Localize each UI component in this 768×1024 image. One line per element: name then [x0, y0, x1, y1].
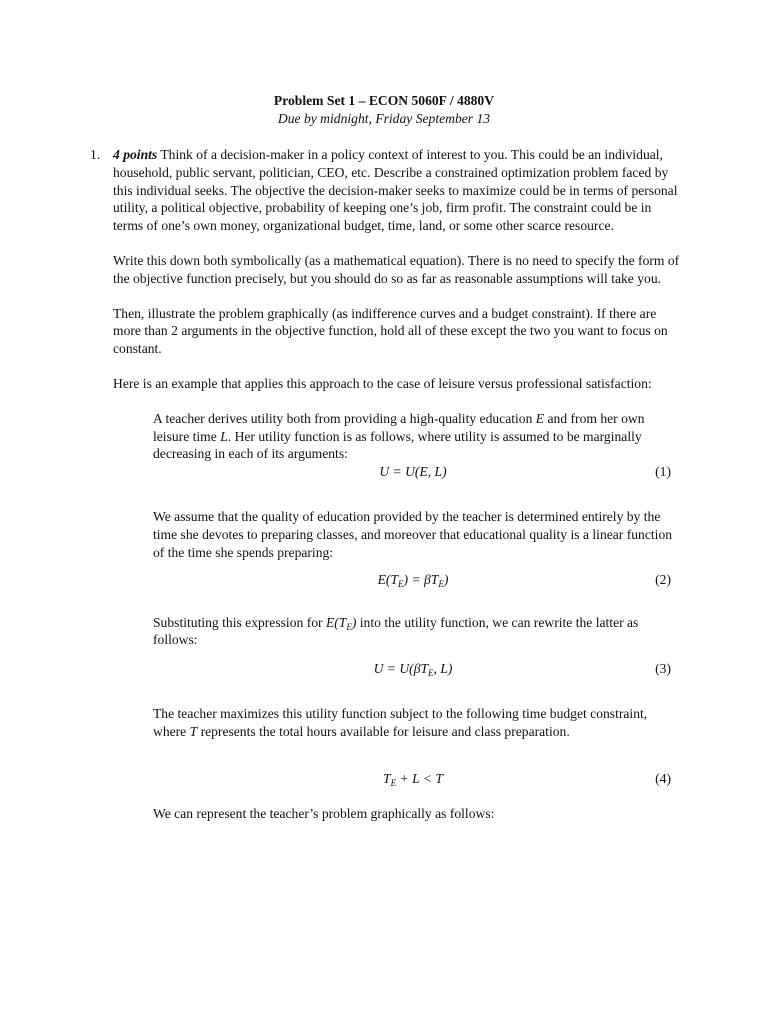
equation-1	[153, 463, 681, 481]
equation-1-expression: U = U(E, L)	[379, 464, 447, 480]
text-run: The teacher maximizes this utility function subject to the following time budget constraint, where	[153, 706, 648, 739]
symbolic-instruction: Write this down both symbolically (as a mathematical equation). There is no need to specify the form of the objective function precisely, but you should do so as far as reasonable assumptions will take you.	[113, 252, 680, 286]
text-run: Substituting this expression for	[153, 614, 326, 630]
document-header	[0, 92, 768, 128]
equation-4-number: (4)	[655, 770, 671, 786]
math-run: E(T	[325, 614, 347, 630]
equation-2	[153, 571, 681, 589]
math-run: , L)	[433, 661, 453, 677]
math-run: T	[383, 770, 391, 786]
subscript: E	[428, 668, 434, 679]
example-intro: Here is an example that applies this approach to the case of leisure versus professional satisfaction:	[113, 375, 652, 391]
example-paragraph-5: We can represent the teacher’s problem graphically as follows:	[153, 805, 495, 821]
text-run: and from her own leisure time	[153, 410, 645, 444]
subscript: E	[438, 578, 444, 589]
subscript: E	[346, 621, 352, 632]
equation-2-expression	[153, 571, 673, 589]
graphical-instruction: Then, illustrate the problem graphically (as indifference curves and a budget constraint). If there are more than 2 arguments in the objective function, hold all of these except the two you want to focus on constant.	[113, 305, 668, 357]
subscript: E	[398, 578, 404, 589]
text-run: . Her utility function is as follows, where utility is assumed to be marginally decreasing in each of its arguments:	[153, 428, 642, 462]
question-body	[113, 146, 681, 823]
equation-3	[153, 660, 681, 678]
math-run: )	[351, 614, 357, 630]
example-block	[153, 410, 681, 823]
problem-set-title: Problem Set 1 – ECON 5060F / 4880V	[273, 93, 495, 108]
math-var: E	[535, 410, 545, 426]
question-number: 1.	[90, 147, 101, 162]
example-paragraph-3	[153, 614, 681, 650]
equation-4	[153, 770, 681, 788]
due-date: Due by midnight, Friday September 13	[277, 110, 491, 126]
math-run: E(T	[377, 571, 399, 587]
equation-3-expression	[153, 660, 673, 678]
equation-1-number: (1)	[655, 464, 671, 480]
question-intro	[113, 146, 681, 235]
question-intro-text: Think of a decision-maker in a policy context of interest to you. This could be an individual, household, public servant, politician, CEO, etc. Describe a constrained optimization problem faced by this individual seeks. The objective the decision-maker seeks to maximize could be in terms of personal utility, a political objective, probability of keeping one’s job, firm profit. The constraint could be in terms of one’s own money, organizational budget, time, land, or some other scarce resource.	[113, 147, 678, 234]
math-run: ) = βT	[403, 571, 439, 587]
points-label: 4 points	[113, 147, 158, 162]
example-paragraph-2: We assume that the quality of education provided by the teacher is determined entirely by the time she devotes to preparing classes, and moreover that educational quality is a linear function of the time she spends preparing:	[153, 509, 673, 560]
text-run: into the utility function, we can rewrite the latter as follows:	[153, 614, 639, 648]
example-paragraph-4	[153, 705, 681, 741]
text-run: represents the total hours available for leisure and class preparation.	[197, 723, 570, 739]
subscript: E	[390, 777, 397, 788]
text-run: A teacher derives utility both from providing a high-quality education	[153, 410, 536, 426]
math-run: )	[443, 571, 449, 587]
example-paragraph-1	[153, 410, 681, 463]
equation-3-number: (3)	[655, 661, 671, 677]
math-run: + L < T	[396, 770, 443, 786]
math-var: T	[189, 723, 198, 739]
equation-2-number: (2)	[655, 571, 671, 587]
math-var: L	[220, 428, 228, 444]
equation-4-expression	[153, 770, 673, 788]
math-run: U = U(βT	[373, 661, 429, 677]
